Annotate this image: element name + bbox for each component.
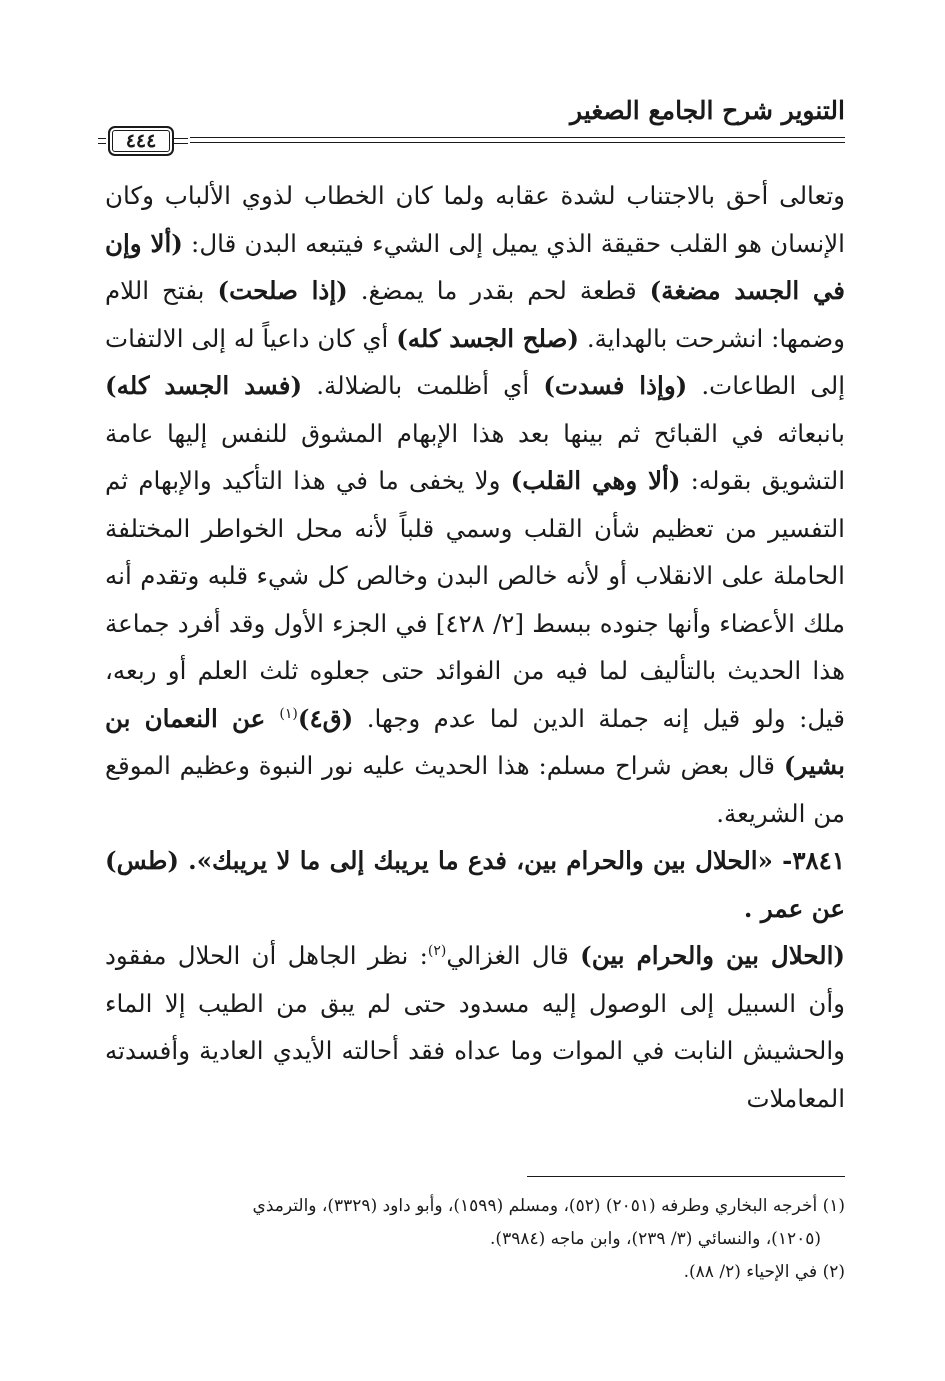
page-number-left-dash [98,138,106,144]
text-run: وتعالى أحق بالاجتناب لشدة عقابه ولما كان الخطاب لذوي الألباب وكان الإنسان هو القلب حقيقة الذي يميل إلى الشيء فيتبعه البدن قال: [105,181,845,258]
footnote-separator [527,1176,845,1177]
text-run: ولا يخفى ما في هذا التأكيد والإبهام ثم التفسير من تعظيم شأن القلب وسمي قلباً لأنه محل الخواطر المختلفة الحاملة على الانقلاب أو لأنه خالص البدن وخالص كل شيء قلبه وتقدم أنه ملك الأعضاء وأنها جنوده ببسط [٢/ ٤٢٨] في الجزء الأول وقد أفرد جماعة هذا الحديث بالتأليف لما فيه من الفوائد حتى جعلوه ثلث العلم أو ربعه، قيل: ولو قيل إنه جملة الدين لما عدم وجها. [105,466,846,733]
quoted-matn: (إذا صلحت) [217,276,348,305]
footnote-marker[interactable]: (٢) [427,942,447,959]
narrator-name: عن النعمان بن بشير) [105,703,845,780]
text-run: بانبعاثه في القبائح ثم بينها بعد هذا الإبهام المشوق للنفس إليها عامة التشويق بقوله: [105,418,846,495]
quoted-matn: (صلح الجسد كله) [396,323,579,353]
text-run: قال الغزالي [446,941,581,970]
paragraph-commentary-1 [105,172,845,837]
quoted-matn: (ألا وهي القلب) [510,466,681,495]
main-text [105,172,845,1122]
page-number: ٤٤٤ [108,126,174,156]
page-number-right-dash [174,138,188,144]
quoted-matn: (ألا وإن في الجسد مضغة) [105,228,846,305]
text-run: قال بعض شراح مسلم: هذا الحديث عليه نور النبوة وعظيم الموقع من الشريعة. [105,751,845,828]
quoted-matn: (وإذا فسدت) [543,371,688,400]
source-code: (ق٤) [297,703,354,733]
text-run: بفتح اللام وضمها: انشرحت بالهداية. [105,276,845,353]
footnotes [105,1190,845,1289]
text-run: قطعة لحم بقدر ما يمضغ. [347,276,650,305]
footnote-2: (٢) في الإحياء (٢/ ٨٨). [683,1262,845,1282]
text-run: أي أظلمت بالضلالة. [302,371,544,400]
footnote-1: (١) أخرجه البخاري وطرفه (٢٠٥١) (٥٢)، ومسلم (١٥٩٩)، وأبو داود (٣٣٢٩)، والترمذي [252,1196,845,1216]
paragraph-commentary-2 [105,932,845,1122]
quoted-matn: (فسد الجسد كله) [105,371,303,400]
quoted-matn: (الحلال بين والحرام بين) [580,941,845,970]
hadith-text: ٣٨٤١- «الحلال بين والحرام بين، فدع ما يريبك إلى ما لا يريبك». (طس) عن عمر . [105,846,845,923]
footnote-1-continued: (١٢٠٥)، والنسائي (٣/ ٢٣٩)، وابن ماجه (٣٩٨٤). [490,1229,821,1249]
header-double-rule [190,137,845,143]
footnote-marker[interactable]: (١) [279,705,298,722]
page-number-ornament [98,126,188,154]
text-run: : نظر الجاهل أن الحلال مفقود وأن السبيل إلى الوصول إليه مسدود حتى لم يبق من الطيب إلا الماء والحشيش النابت في الموات وما عداه فقد أحالته الأيدي العادية وأفسدته المعاملات [105,941,845,1113]
hadith-entry [105,837,845,932]
running-header-title: التنوير شرح الجامع الصغير [570,96,845,125]
text-run: أي كان داعياً له إلى الالتفات إلى الطاعات. [105,323,846,400]
